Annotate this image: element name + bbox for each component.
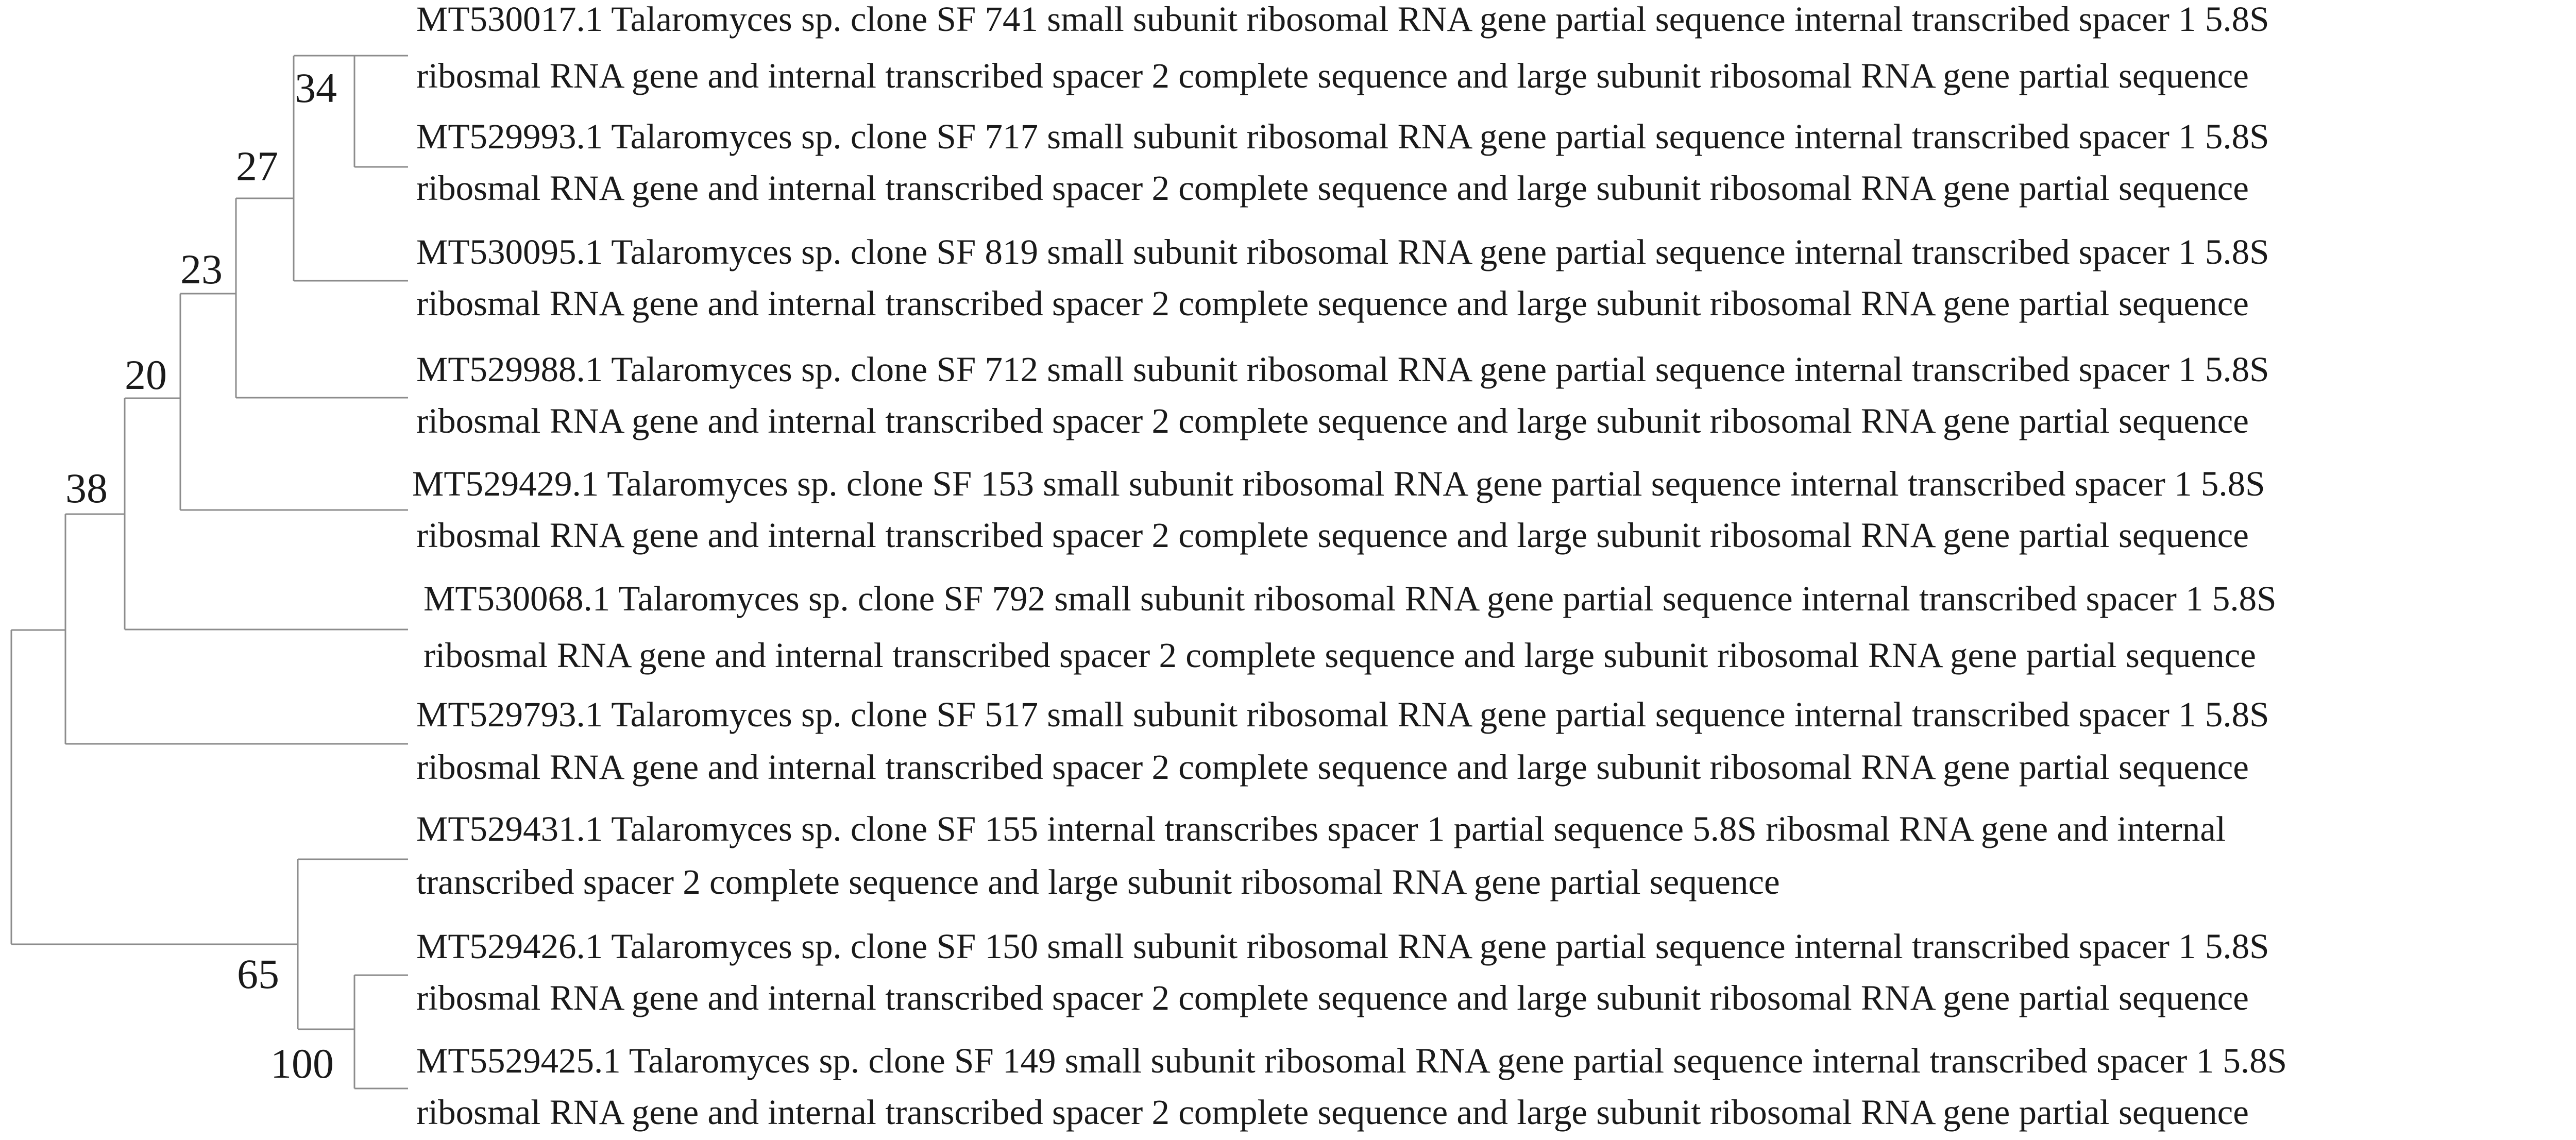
leaf-label-mt530017: MT530017.1 Talaromyces sp. clone SF 741 small subunit ribosomal RNA gene partial sequence internal transcribed spacer 1 5.8S: [416, 0, 2269, 39]
leaf-label-mt5529425: MT5529425.1 Talaromyces sp. clone SF 149 small subunit ribosomal RNA gene partial sequence internal transcribed spacer 1 5.8S: [416, 1041, 2287, 1080]
support-node-100: 100: [270, 1040, 334, 1087]
support-node-38: 38: [65, 465, 108, 512]
leaf-label-mt529431: transcribed spacer 2 complete sequence and large subunit ribosomal RNA gene partial sequence: [416, 862, 1780, 901]
support-node-65: 65: [237, 950, 279, 997]
leaf-label-mt530017: ribosmal RNA gene and internal transcribed spacer 2 complete sequence and large subunit ribosomal RNA gene partial sequence: [416, 56, 2249, 95]
leaf-label-mt529988: MT529988.1 Talaromyces sp. clone SF 712 small subunit ribosomal RNA gene partial sequence internal transcribed spacer 1 5.8S: [416, 350, 2269, 389]
support-values: [65, 64, 337, 1087]
leaf-label-mt529993: ribosmal RNA gene and internal transcribed spacer 2 complete sequence and large subunit ribosomal RNA gene partial sequence: [416, 168, 2249, 208]
leaf-label-mt529426: MT529426.1 Talaromyces sp. clone SF 150 small subunit ribosomal RNA gene partial sequence internal transcribed spacer 1 5.8S: [416, 927, 2269, 966]
tree-branches: [11, 56, 408, 1088]
support-node-23: 23: [180, 246, 223, 293]
leaf-label-mt5529425: ribosmal RNA gene and internal transcribed spacer 2 complete sequence and large subunit ribosomal RNA gene partial sequence: [416, 1093, 2249, 1132]
leaf-labels: [412, 0, 2287, 1132]
leaf-label-mt529993: MT529993.1 Talaromyces sp. clone SF 717 small subunit ribosomal RNA gene partial sequence internal transcribed spacer 1 5.8S: [416, 117, 2269, 156]
leaf-label-mt530068: MT530068.1 Talaromyces sp. clone SF 792 small subunit ribosomal RNA gene partial sequence internal transcribed spacer 1 5.8S: [423, 579, 2277, 618]
leaf-label-mt529988: ribosmal RNA gene and internal transcribed spacer 2 complete sequence and large subunit ribosomal RNA gene partial sequence: [416, 401, 2249, 440]
leaf-label-mt529793: MT529793.1 Talaromyces sp. clone SF 517 small subunit ribosomal RNA gene partial sequence internal transcribed spacer 1 5.8S: [416, 695, 2269, 734]
leaf-label-mt529426: ribosmal RNA gene and internal transcribed spacer 2 complete sequence and large subunit ribosomal RNA gene partial sequence: [416, 978, 2249, 1017]
support-node-34: 34: [295, 64, 337, 111]
leaf-label-mt529431: MT529431.1 Talaromyces sp. clone SF 155 internal transcribes spacer 1 partial sequence 5.8S ribosmal RNA gene and internal: [416, 809, 2226, 848]
leaf-label-mt529793: ribosmal RNA gene and internal transcribed spacer 2 complete sequence and large subunit ribosomal RNA gene partial sequence: [416, 747, 2249, 787]
support-node-27: 27: [236, 143, 278, 190]
leaf-label-mt530095: MT530095.1 Talaromyces sp. clone SF 819 small subunit ribosomal RNA gene partial sequence internal transcribed spacer 1 5.8S: [416, 232, 2269, 271]
leaf-label-mt529429: MT529429.1 Talaromyces sp. clone SF 153 small subunit ribosomal RNA gene partial sequence internal transcribed spacer 1 5.8S: [412, 464, 2265, 503]
support-node-20: 20: [125, 351, 167, 398]
leaf-label-mt530095: ribosmal RNA gene and internal transcribed spacer 2 complete sequence and large subunit ribosomal RNA gene partial sequence: [416, 284, 2249, 323]
leaf-label-mt530068: ribosmal RNA gene and internal transcribed spacer 2 complete sequence and large subunit ribosomal RNA gene partial sequence: [423, 636, 2256, 675]
leaf-label-mt529429: ribosmal RNA gene and internal transcribed spacer 2 complete sequence and large subunit ribosomal RNA gene partial sequence: [416, 516, 2249, 555]
